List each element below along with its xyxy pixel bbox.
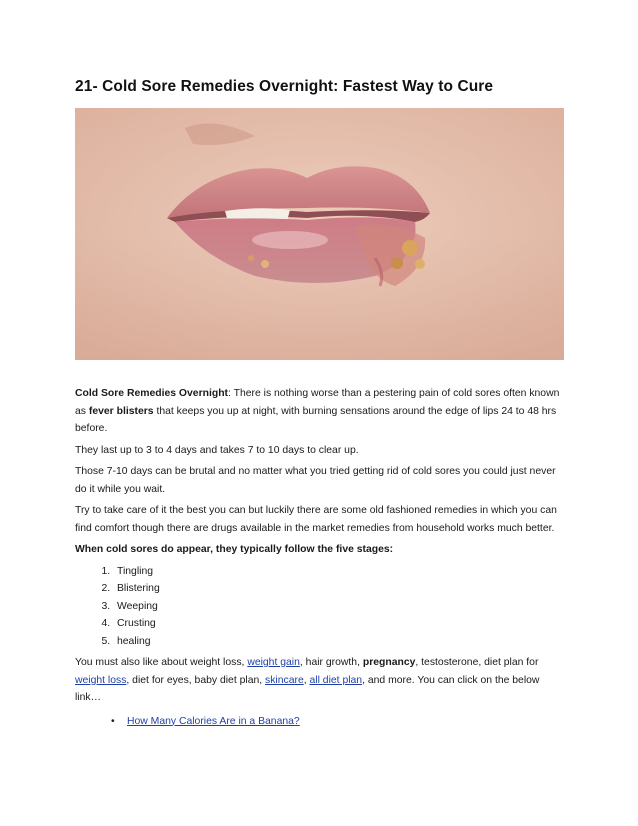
fever-blisters-term: fever blisters (88, 405, 154, 417)
related-text: You must also like about weight loss, (75, 657, 248, 668)
intro-paragraph (75, 385, 565, 438)
intro-colon: : (228, 388, 231, 399)
related-text: , (303, 674, 310, 686)
all-diet-plan-link[interactable]: all diet plan (309, 674, 363, 686)
list-item (113, 713, 565, 731)
skincare-link[interactable]: skincare (265, 674, 304, 686)
lips-illustration (75, 108, 564, 360)
list-item: 2. Blistering (113, 580, 565, 598)
related-text: , diet for eyes, baby diet plan, (126, 674, 266, 686)
related-text: , hair growth, (299, 657, 363, 668)
brutal-days-paragraph: Those 7-10 days can be brutal and no matter what you tried getting rid of cold sores you could just never do it while you wait. (75, 466, 556, 495)
list-item: 5. healing (113, 633, 565, 651)
related-text: , testosterone, diet plan for (415, 657, 539, 668)
list-item: 4. Crusting (113, 615, 565, 633)
weight-loss-link[interactable]: weight loss (75, 674, 127, 686)
stages-heading (75, 541, 565, 559)
weight-gain-link[interactable]: weight gain (247, 657, 300, 668)
pregnancy-term: pregnancy (362, 657, 416, 668)
article-body (75, 385, 565, 730)
related-links-list (75, 713, 565, 731)
page-title: 21- Cold Sore Remedies Overnight: Fastest Way to Cure (75, 78, 494, 95)
stages-heading-text: When cold sores do appear, they typically follow the five stages: (75, 544, 394, 555)
intro-text-2: that keeps you up at night, with burning sensations around the edge of lips 24 to 48 hrs before. (75, 405, 557, 434)
list-item: 3. Weeping (113, 598, 565, 616)
duration-paragraph: They last up to 3 to 4 days and takes 7 to 10 days to clear up. (75, 444, 359, 456)
banana-calories-link[interactable]: How Many Calories Are in a Banana? (127, 715, 300, 727)
remedies-paragraph: Try to take care of it the best you can but luckily there are some old fashioned remedies in which you can find comfort though there are drugs available in the market remedies from household works much better. (75, 505, 557, 534)
stages-list (75, 563, 565, 651)
list-item: 1. Tingling (113, 563, 565, 581)
intro-lead: Cold Sore Remedies Overnight (75, 388, 229, 399)
bullet-icon: • (111, 715, 115, 727)
related-text: , and more. You can click on the below link… (75, 674, 540, 703)
related-topics-paragraph (75, 654, 565, 707)
intro-text-1: There is nothing worse than a pestering pain of cold sores often known as (75, 388, 560, 417)
lips-photo (75, 108, 564, 360)
